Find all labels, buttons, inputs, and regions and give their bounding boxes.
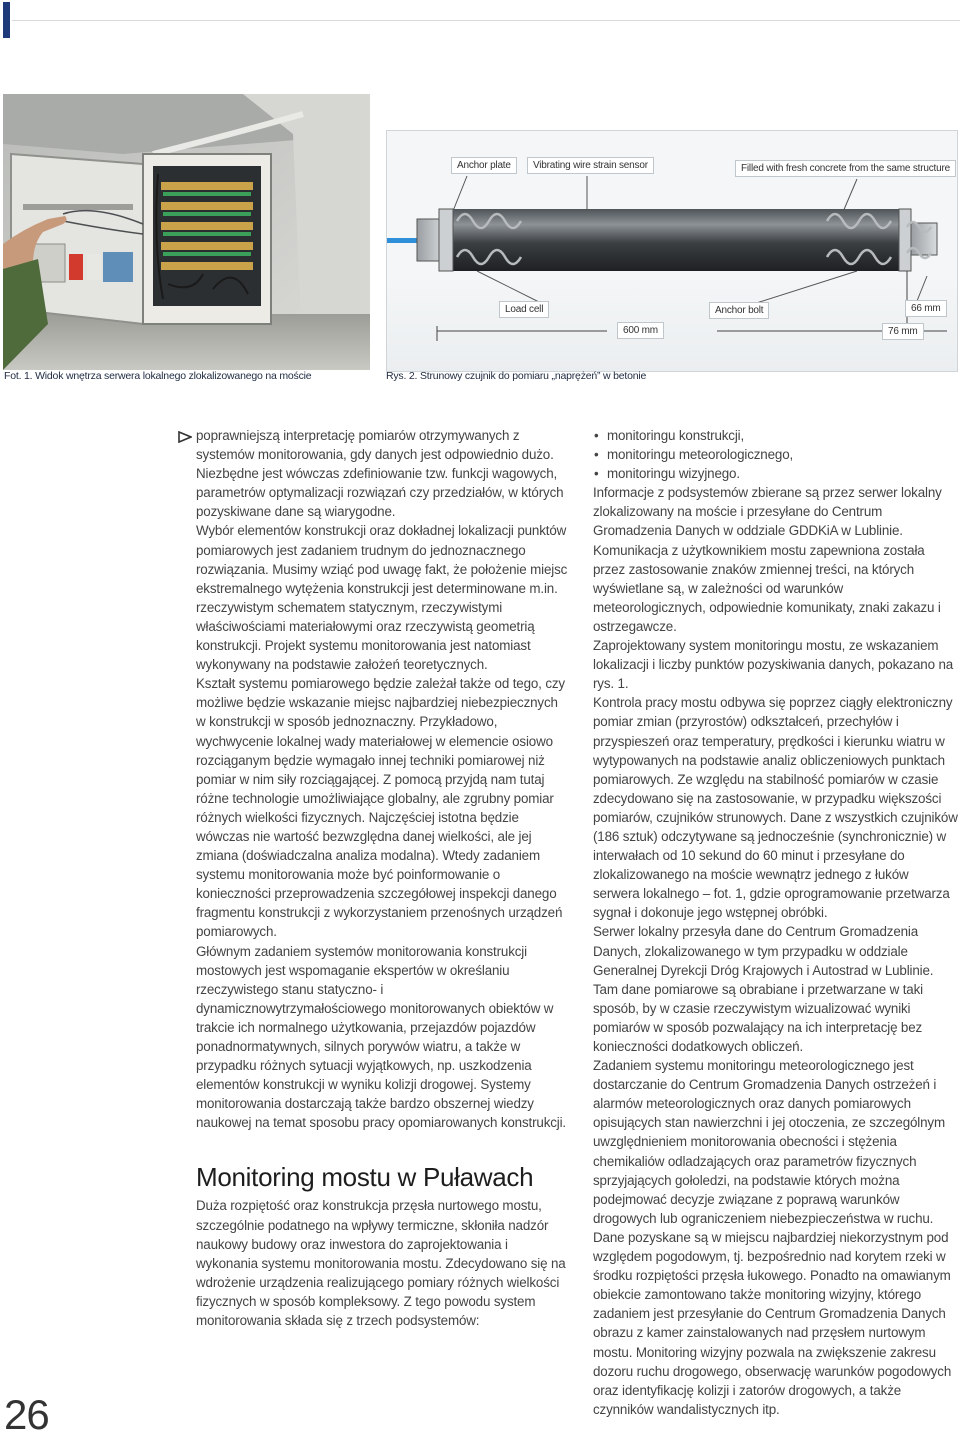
body-paragraph: Duża rozpiętość oraz konstrukcja przęsła nurtowego mostu, szczególnie podatnego na wpływy termiczne, skłoniła nadzór naukowy budowy oraz inwestora do zaprojektowania i wykonania systemu monitorowania mostu. Zdecydowano się na wdrożenie urządzenia realizującego pomiary różnych wielkości fizycznych w sposób kompleksowy. Z tego powodu system monitorowania składa się z trzech podsystemów: xyxy=(196,1198,566,1329)
body-paragraph: Zadaniem systemu monitoringu meteorologicznego jest dostarczanie do Centrum Gromadzenia Danych ostrzeżeń i alarmów meteorologicznych oraz danych pomiarowych opisujących stan nawierzchni i jej otoczenia, ze szczególnym uwzględnieniem monitorowania obecności i stężenia chemikaliów odladzających oraz parametrów fizycznych sprzyjających gołoledzi, na podstawie których można podejmować decyzje związane z poprawą warunków drogowych lub ograniczeniem niebezpieczeństwa w ruchu. Dane pozyskane są w miejscu najbardziej niekorzystnym pod względem pogodowym, tj. bezpośrednio nad korytem rzeki w środku rozpiętości przęsła łukowego. Ponadto na omawianym obiekcie zamontowano także monitoring wizyjny, którego zadaniem jest przesyłanie do Centrum Gromadzenia Danych obrazu z kamer zainstalowanych nad przęsłem nurtowym mostu. Monitoring wizyjny pozwala na zwiększenie zakresu dozoru ruchu drogowego, obserwację warunków pogodowych oraz identyfikację kolizji i zatorów drogowych, a także czynników wandalistycznych itp. xyxy=(593,1058,952,1417)
subsystem-list xyxy=(593,426,958,483)
label-vibrating-sensor: Vibrating wire strain sensor xyxy=(527,157,654,174)
body-paragraph: Wybór elementów konstrukcji oraz dokładnej lokalizacji punktów pomiarowych jest zadaniem trudnym do jednoznacznego rozwiązania. Musimy wziąć pod uwagę fakt, że położenie miejsc ekstremalnego wytężenia konstrukcji jest determinowane m.in. rzeczywistym schematem statycznym, rzeczywistymi właściwościami materiałowymi oraz rzeczywistą geometrią konstrukcji. Projekt systemu monitorowania jest natomiast wykonywany na podstawie założeń teoretycznych. xyxy=(196,523,568,673)
continuation-arrow-icon xyxy=(178,430,192,448)
list-item-text: monitoringu wizyjnego. xyxy=(607,466,740,482)
list-item: • monitoringu konstrukcji, xyxy=(594,428,745,443)
section-heading: Monitoring mostu w Puławach xyxy=(196,1162,534,1193)
body-paragraph: Kształt systemu pomiarowego będzie zależał także od tego, czy możliwe będzie wskazanie miejsc najbardziej niebezpiecznych w konstrukcji w sposób jednoznaczny. Przykładowo, wychwycenie lokalnej wady materiałowej w elemencie osiowo rozciąganym będzie wymagało innej techniki pomiarowej niż pomiar w nim siły rozciągającej. Z pomocą przyjdą nam tutaj różne technologie umożliwiające globalny, ale zgrubny pomiar różnych wielkości fizycznych. Najczęściej istotna będzie wówczas nie wartość bezwzględna danej wielkości, ale jej zmiana (doświadczalna analiza modalna). Wtedy zadaniem systemu monitorowania może być poinformowanie o konieczności przeprowadzenia szczegółowej inspekcji danego fragmentu konstrukcji z wykorzystaniem przenośnych urządzeń pomiarowych. xyxy=(196,676,565,940)
article-right-column xyxy=(593,426,958,1419)
photo-caption: Fot. 1. Widok wnętrza serwera lokalnego zlokalizowanego na moście xyxy=(4,370,312,382)
figure-caption: Rys. 2. Strunowy czujnik do pomiaru „naprężeń” w betonie xyxy=(386,370,647,382)
list-item-text: monitoringu konstrukcji, xyxy=(607,428,745,443)
article-left-column xyxy=(196,426,568,1330)
label-dim-600: 600 mm xyxy=(617,322,664,339)
list-item: • monitoringu meteorologicznego, xyxy=(594,447,794,463)
body-paragraph: Kontrola pracy mostu odbywa się poprzez ciągły elektroniczny pomiar zmian (przyrostów) odkształceń, przechyłów i przyspieszeń oraz temperatury, prędkości i kierunku wiatru w wytypowanych na podstawie analiz obliczeniowych punktach pomiarowych. Ze względu na stabilność pomiarów w czasie zdecydowano się na zastosowanie, w przypadku większości pomiarów, czujników strunowych. Dane z wszystkich czujników (186 sztuk) odczytywane są jednocześnie (synchronicznie) w interwałach od 10 sekund do 60 minut i przesyłane do zlokalizowanego na moście wewnątrz jednego z łuków serwera lokalnego – fot. 1, gdzie oprogramowanie przetwarza sygnał i dokonuje jego wstępnej obróbki. xyxy=(593,695,958,921)
body-paragraph: poprawniejszą interpretację pomiarów otrzymywanych z systemów monitorowania, gdy danych jest odpowiednio dużo. Niezbędne jest wówczas zdefiniowanie tzw. funkcji wagowych, parametrów optymalizacji rozwiązań czy przedziałów, w których pozyskiwane dane są wiarygodne. xyxy=(196,428,564,520)
label-load-cell: Load cell xyxy=(499,301,549,318)
label-anchor-bolt: Anchor bolt xyxy=(709,302,769,319)
body-paragraph: Serwer lokalny przesyła dane do Centrum Gromadzenia Danych, zlokalizowanego w tym przypadku w oddziale Generalnej Dyrekcji Dróg Krajowych i Autostrad w Lublinie. Tam dane pomiarowe są obrabiane i przetwarzane w taki sposób, by w czasie rzeczywistym wizualizować wyniki pomiarów w sposób pozwalający na ich interpretację bez konieczności dodatkowych obliczeń. xyxy=(593,924,934,1054)
body-paragraph: Zaprojektowany system monitoringu mostu, ze wskazaniem lokalizacji i liczby punktów pozyskiwania danych, pokazano na rys. 1. xyxy=(593,638,954,692)
strain-sensor-diagram xyxy=(386,130,958,372)
header-rule xyxy=(12,20,960,21)
body-paragraph: Głównym zadaniem systemów monitorowania konstrukcji mostowych jest wspomaganie ekspertów w określaniu rzeczywistego stanu statyczno- i dynamicznowytrzymałościowego monitorowanych obiektów w trakcie ich normalnego użytkowania, przejazdów pojazdów ponadnormatywnych, silnych porywów wiatru, a także w przypadku różnych sytuacji wyjątkowych, np. uszkodzenia elementów konstrukcji w wyniku kolizji drogowej. Systemy monitorowania dostarczają także bardzo obszernej wiedzy naukowej na temat sposobu pracy opomiarowanych konstrukcji. xyxy=(196,943,567,1131)
page-number: 26 xyxy=(4,1391,49,1438)
list-item: • monitoringu wizyjnego. xyxy=(594,466,740,482)
label-dim-76: 76 mm xyxy=(882,323,924,340)
list-item-text: monitoringu meteorologicznego, xyxy=(607,447,794,463)
label-dim-66: 66 mm xyxy=(905,300,947,317)
label-filled-concrete: Filled with fresh concrete from the same structure xyxy=(735,160,956,177)
server-cabinet-photo xyxy=(3,94,370,370)
body-paragraph: Informacje z podsystemów zbierane są przez serwer lokalny zlokalizowany na moście i przesyłane do Centrum Gromadzenia Danych w oddziale GDDKiA w Lublinie. Komunikacja z użytkownikiem mostu zapewniona została przez zastosowanie znaków zmiennej treści, na których wyświetlane są, w zależności od warunków meteorologicznych, odpowiednie komunikaty, znaki zakazu i ostrzegawcze. xyxy=(593,485,942,634)
header-accent-bar xyxy=(3,2,10,38)
label-anchor-plate: Anchor plate xyxy=(451,157,517,174)
